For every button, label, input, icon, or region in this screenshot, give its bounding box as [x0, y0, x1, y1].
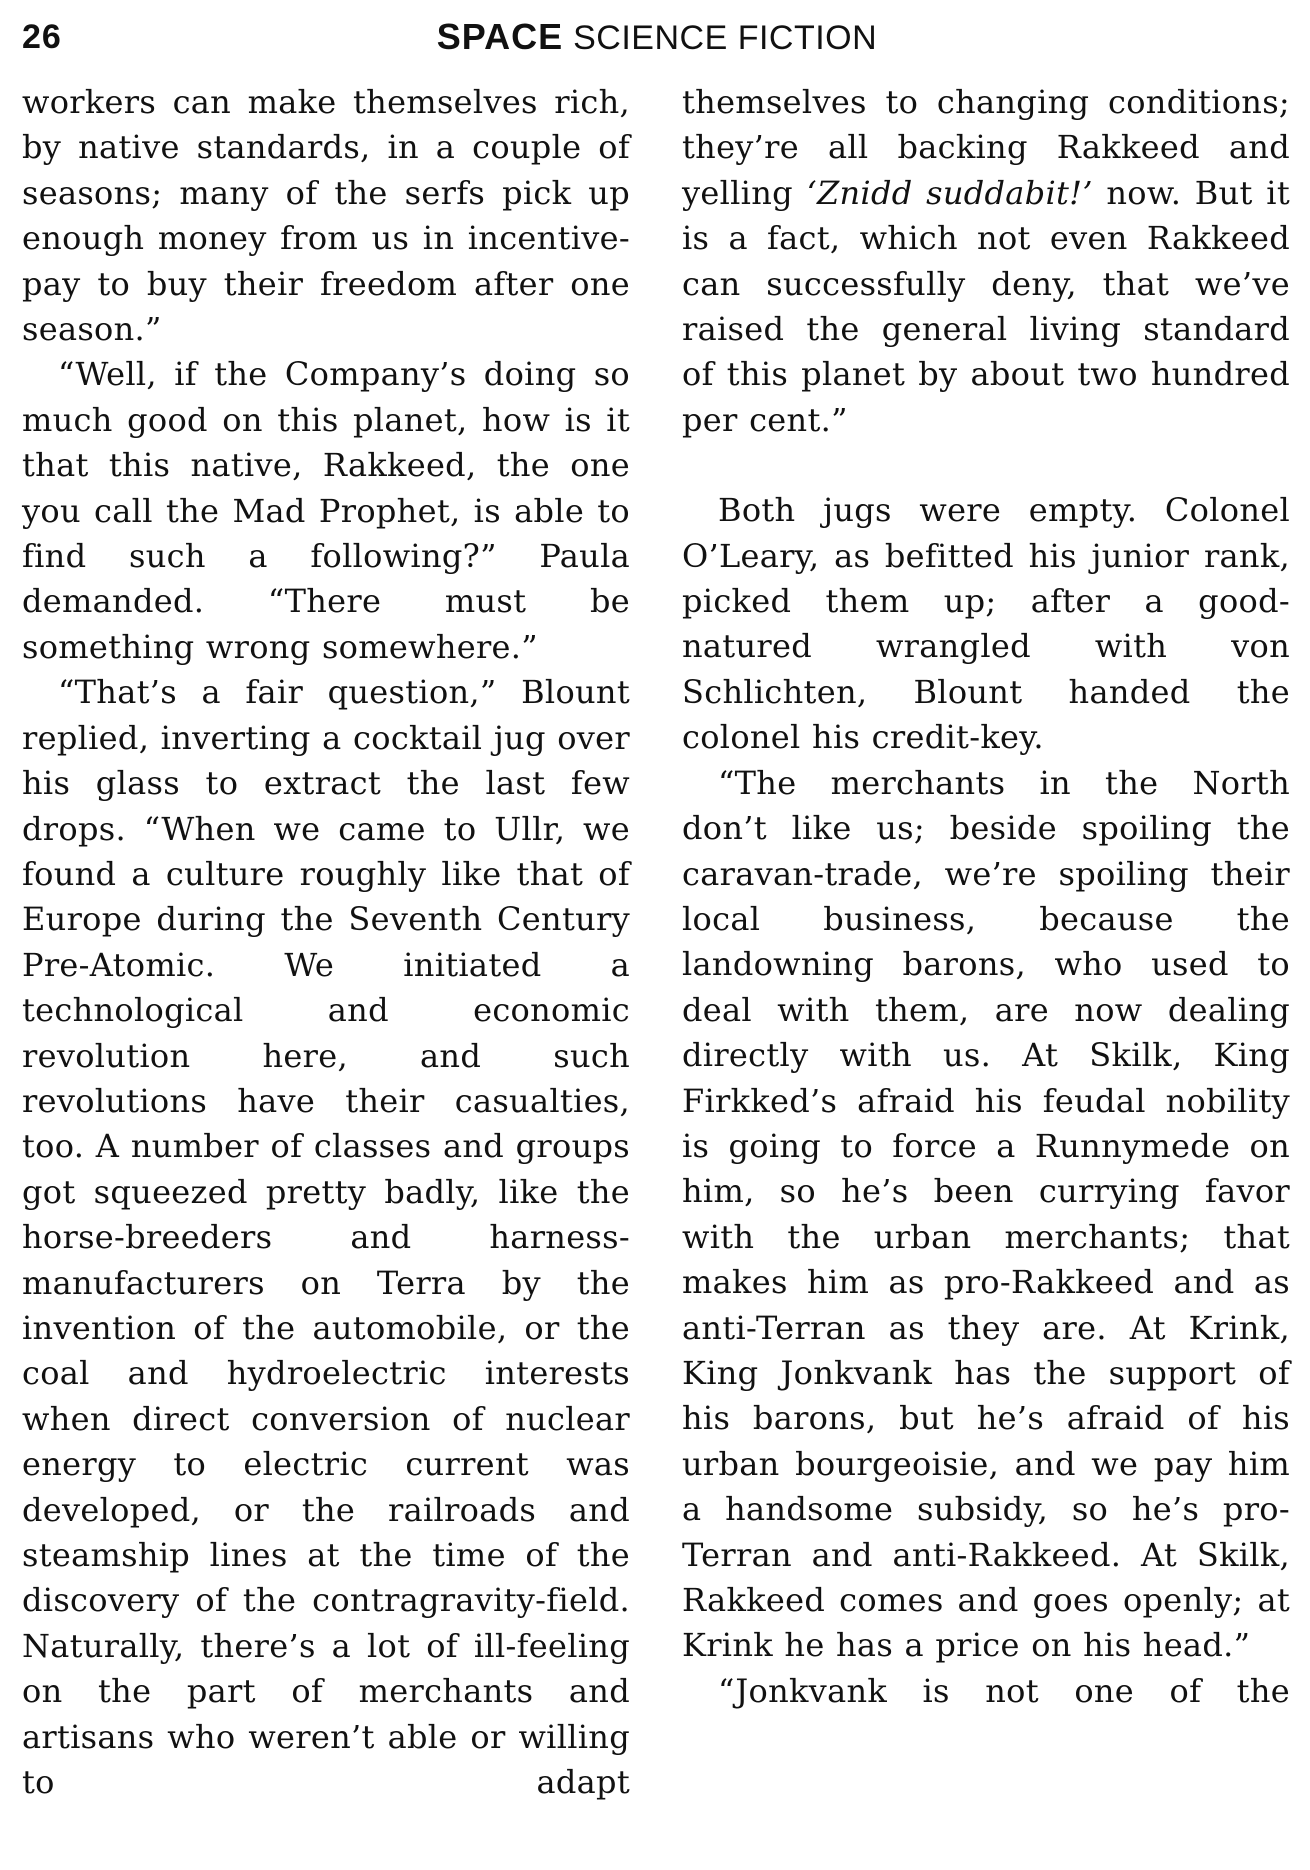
right-column — [682, 80, 1290, 1714]
page-number: 26 — [22, 18, 62, 56]
right-paragraph-1-part-a: themselves to changing conditions; they’re all backing Rakkeed and yelling — [682, 83, 1290, 212]
right-paragraph-3: “The merchants in the North don’t like us; beside spoiling the caravan-trade, we’re spoiling their local business, because the landowning barons, who used to deal with them, are now dealing directly with us. At Skilk, King Firkked’s afraid his feudal nobility is going to force a Runnymede on him, so he’s been currying favor with the urban merchants; that makes him as pro-Rakkeed and as anti-Terran as they are. At Krink, King Jonkvank has the support of his barons, but he’s afraid of his urban bourgeoisie, and we pay him a handsome subsidy, so he’s pro-Terran and anti-Rakkeed. At Skilk, Rakkeed comes and goes openly; at Krink he has a price on his head.” — [682, 763, 1290, 1665]
running-head-magazine-bold: SPACE — [436, 16, 564, 57]
right-paragraph-1-part-b: now. But it is a fact, which not even Rakkeed can successfully deny, that we’ve raised the general living standard of this planet by about two hundred per cent.” — [682, 173, 1290, 439]
left-paragraph-1: workers can make themselves rich, by native standards, in a couple of seasons; many of the serfs pick up enough money from us in incentive-pay to buy their freedom after one season.” — [22, 83, 630, 349]
running-head-magazine-rest: SCIENCE FICTION — [563, 19, 878, 57]
right-paragraph-4: “Jonkvank is not one of the — [718, 1671, 1290, 1710]
right-paragraph-1 — [682, 80, 1290, 443]
page-header — [22, 14, 1292, 60]
running-head — [22, 14, 1292, 61]
left-paragraph-3: “That’s a fair question,” Blount replied, inverting a cocktail jug over his glass to extract the last few drops. “When we came to Ullr, we found a culture roughly like that of Europe during the Seventh Century Pre-Atomic. We initiated a technological and economic revolution here, and such revolutions have their casualties, too. A number of classes and groups got squeezed pretty badly, like the horse-breeders and harness-manufacturers on Terra by the invention of the automobile, or the coal and hydroelectric interests when direct conversion of nuclear energy to electric current was developed, or the railroads and steamship lines at the time of the discovery of the contragravity-field. Naturally, there’s a lot of ill-feeling on the part of merchants and artisans who weren’t able or willing to adapt — [22, 673, 630, 1802]
right-paragraph-1-italic: ‘Znidd suddabit!’ — [806, 173, 1093, 212]
left-column — [22, 80, 630, 1805]
right-paragraph-2: Both jugs were empty. Colonel O’Leary, as befitted his junior rank, picked them up; after a good-natured wrangled with von Schlichten, Blount handed the colonel his credit-key. — [682, 491, 1290, 757]
left-paragraph-2: “Well, if the Company’s doing so much good on this planet, how is it that this native, Rakkeed, the one you call the Mad Prophet, is able to find such a following?” Paula demanded. “There must be something wrong somewhere.” — [22, 355, 630, 666]
